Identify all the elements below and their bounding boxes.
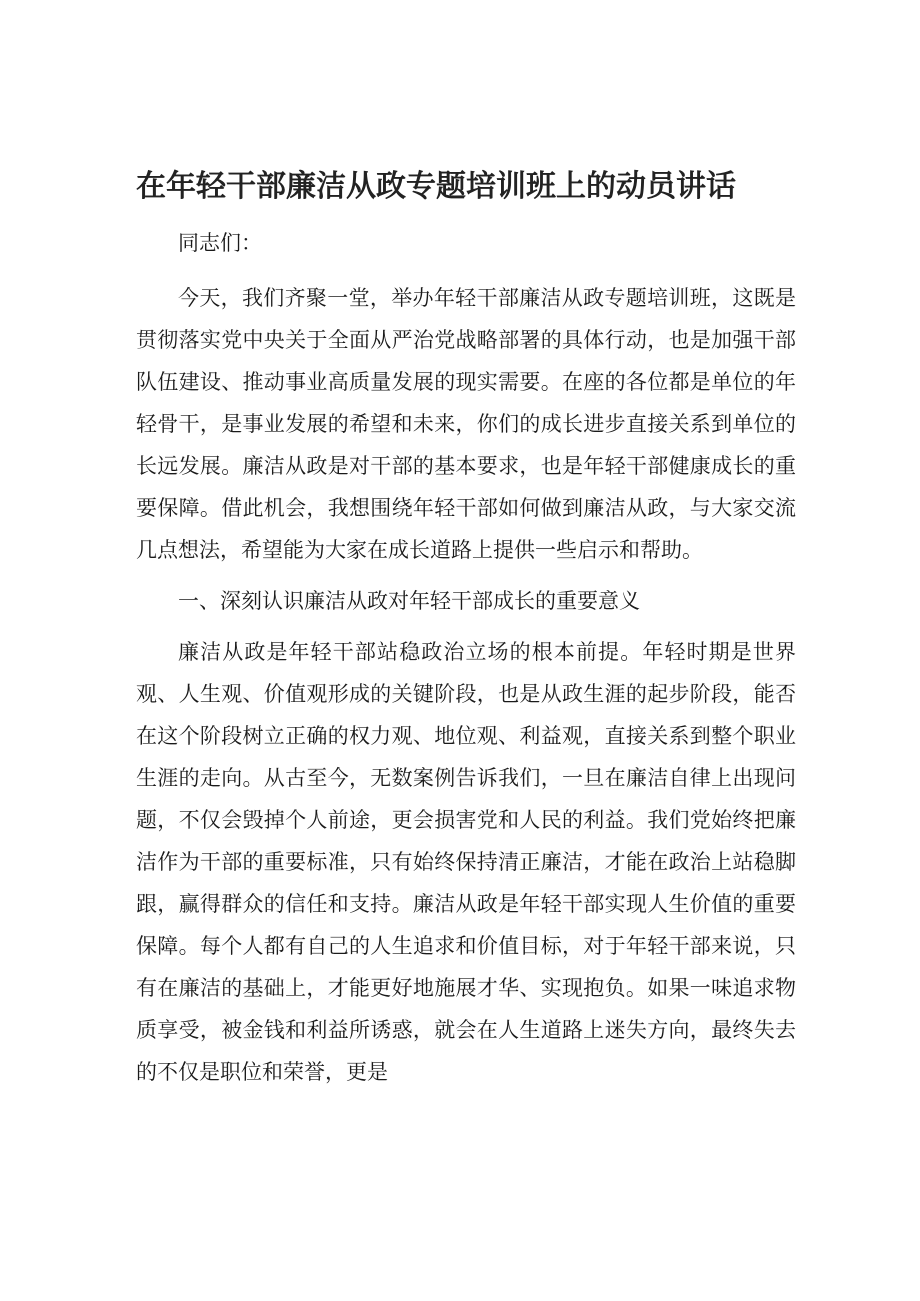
document-body (136, 222, 796, 1102)
intro-paragraph: 今天，我们齐聚一堂，举办年轻干部廉洁从政专题培训班，这既是贯彻落实党中央关于全面从严治党战略部署的具体行动，也是加强干部队伍建设、推动事业高质量发展的现实需要。在座的各位都是单位的年轻骨干，是事业发展的希望和未来，你们的成长进步直接关系到单位的长远发展。廉洁从政是对干部的基本要求，也是年轻干部健康成长的重要保障。借此机会，我想围绕年轻干部如何做到廉洁从政，与大家交流几点想法，希望能为大家在成长道路上提供一些启示和帮助。 (136, 286, 796, 562)
section-heading: 一、深刻认识廉洁从政对年轻干部成长的重要意义 (178, 589, 640, 613)
salutation: 同志们： (178, 231, 262, 255)
section-paragraph: 廉洁从政是年轻干部站稳政治立场的根本前提。年轻时期是世界观、人生观、价值观形成的关键阶段，也是从政生涯的起步阶段，能否在这个阶段树立正确的权力观、地位观、利益观，直接关系到整个职业生涯的走向。从古至今，无数案例告诉我们，一旦在廉洁自律上出现问题，不仅会毁掉个人前途，更会损害党和人民的利益。我们党始终把廉洁作为干部的重要标准，只有始终保持清正廉洁，才能在政治上站稳脚跟，赢得群众的信任和支持。廉洁从政是年轻干部实现人生价值的重要保障。每个人都有自己的人生追求和价值目标，对于年轻干部来说，只有在廉洁的基础上，才能更好地施展才华、实现抱负。如果一味追求物质享受，被金钱和利益所诱惑，就会在人生道路上迷失方向，最终失去的不仅是职位和荣誉，更是 (136, 640, 796, 1084)
document-title: 在年轻干部廉洁从政专题培训班上的动员讲话 (136, 169, 736, 204)
